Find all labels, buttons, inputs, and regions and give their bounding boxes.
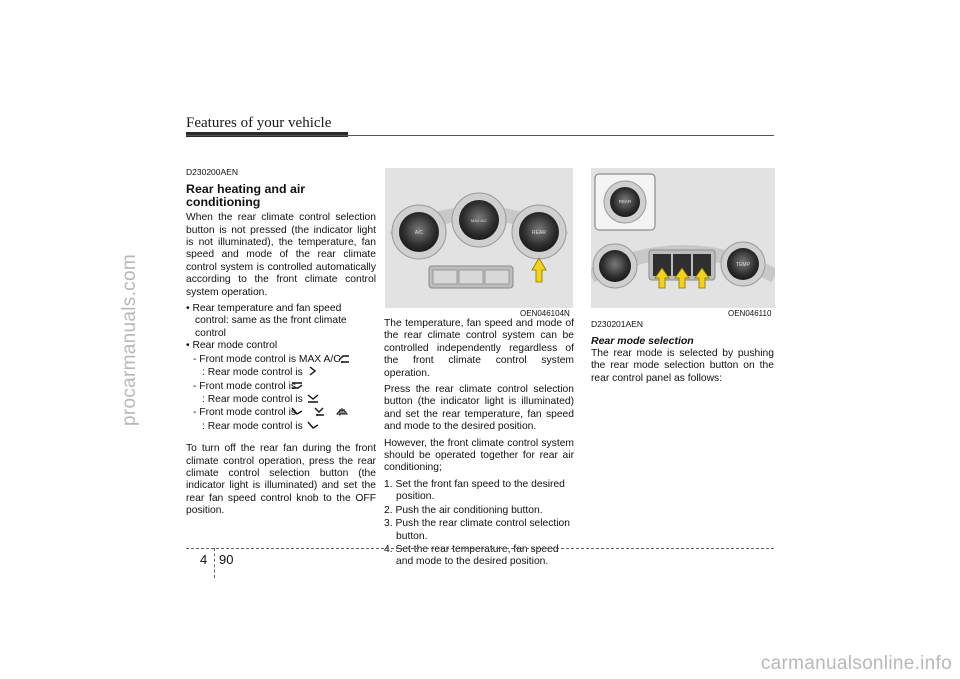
mode-line-3: - Front mode control is , , (186, 406, 376, 419)
rear-control-panel-figure (591, 168, 775, 308)
mode-line-3-result: : Rear mode control is (186, 420, 376, 433)
step-item: 1. Set the front fan speed to the desired position. (384, 478, 565, 503)
step-item: 2. Push the air conditioning button. (384, 504, 543, 516)
header-rule (186, 135, 774, 136)
footer-separator (214, 548, 215, 578)
step-item: 3. Push the rear climate control selection button. (384, 518, 571, 542)
mode-floor-defrost-icon (322, 406, 336, 416)
mode-floor-icon (299, 406, 313, 416)
rear-climate-front-panel-figure (385, 168, 573, 308)
button-slot (485, 270, 509, 284)
page-header-title: Features of your vehicle (186, 115, 332, 131)
rear-panel-illustration (591, 168, 775, 308)
button-slot (433, 270, 457, 284)
chapter-number: 4 (200, 552, 208, 567)
mode-line-2: - Front mode control is (186, 380, 376, 393)
right-column (591, 318, 774, 389)
paragraph: Press the rear climate control selection button (the indicator light is illuminated) and set the rear temperature, fan speed and mode to the desired position. (384, 384, 574, 433)
knob-label: A/C (414, 230, 424, 236)
step-item: 4. Set the rear temperature, fan speed and mode to the desired position. (384, 543, 559, 568)
section-code: D230201AEN (591, 319, 643, 329)
paragraph: However, the front climate control system should be operated together for rear air conditioning; (384, 437, 574, 474)
paragraph: The temperature, fan speed and mode of the rear climate control system can be controlled independently regardless of the front climate control system operation. (384, 318, 574, 379)
front-panel-illustration (385, 168, 573, 308)
watermark-bottom: carmanualsonline.info (760, 653, 952, 674)
bullet-temp-fan: • Rear temperature and fan speed control: same as the front climate control (186, 303, 347, 339)
bullet-mode: • Rear mode control (186, 340, 278, 352)
mode-line-1: - Front mode control is MAX A/C, (186, 353, 376, 366)
knob-label: MAX A/C (470, 218, 488, 223)
knob-label: REAR (618, 199, 632, 204)
rear-fan-knob (599, 250, 631, 282)
left-column (186, 166, 376, 522)
figure-code: OEN046110 (728, 309, 772, 318)
arrow-icon (532, 258, 546, 282)
defrost-icon (344, 406, 358, 416)
mode-floor-icon (306, 420, 320, 430)
watermark-left: procarmanuals.com (119, 254, 140, 426)
mode-line-2-result: : Rear mode control is (186, 393, 376, 406)
knob-label: TEMP (736, 262, 750, 268)
mode-face-icon (346, 353, 360, 363)
intro-paragraph: When the rear climate control selection button is not pressed (the indicator light is not illuminated), the temperature, fan speed and mode of the rear climate control system is controlled automatically according to the front climate control system operation. (186, 212, 376, 298)
middle-column (384, 318, 574, 570)
mode-bilevel-icon (299, 380, 313, 390)
closing-paragraph: To turn off the rear fan during the front climate control operation, press the rear climate control selection button (the indicator light is illuminated) and set the rear fan speed control knob to the OFF position. (186, 443, 376, 517)
page-number: 90 (219, 552, 234, 567)
paragraph: The rear mode is selected by pushing the rear mode selection button on the rear control panel as follows: (591, 347, 774, 384)
knob-label: REAR (532, 230, 546, 236)
mode-line-1-result: : Rear mode control is (186, 366, 376, 379)
section-code: D230200AEN (186, 167, 238, 177)
figure-code: OEN046104N (520, 309, 570, 318)
mode-bilevel-icon (306, 393, 320, 403)
mode-face-icon (306, 366, 320, 376)
section-subheading: Rear mode selection (591, 335, 694, 348)
footer-rule (186, 548, 774, 549)
section-heading: Rear heating and air conditioning (186, 182, 306, 209)
button-slot (459, 270, 483, 284)
